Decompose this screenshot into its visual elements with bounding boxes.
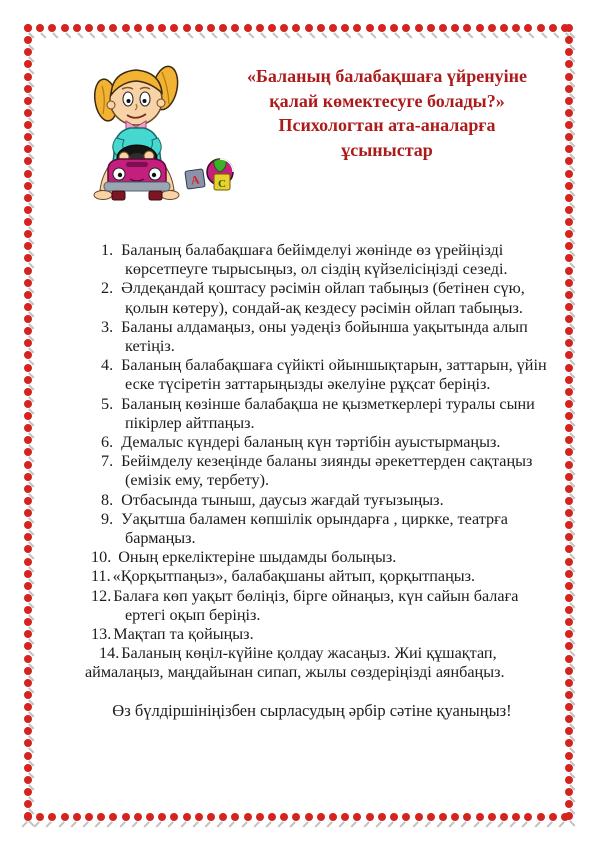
- border-dot: [134, 24, 142, 32]
- recommendations-list: [85, 241, 547, 683]
- border-dot: [24, 618, 32, 626]
- border-dot: [24, 376, 32, 384]
- border-dot: [24, 788, 32, 796]
- item-number: 11.: [91, 567, 111, 586]
- item-number: 2.: [101, 279, 114, 298]
- border-dot: [402, 24, 410, 32]
- border-dot: [183, 813, 191, 821]
- item-number: 6.: [101, 433, 114, 452]
- border-dot: [353, 24, 361, 32]
- border-dot: [341, 24, 349, 32]
- border-dot: [183, 24, 191, 32]
- border-dot: [329, 813, 337, 821]
- border-dot: [415, 813, 423, 821]
- border-dot: [24, 570, 32, 578]
- border-dot: [219, 24, 227, 32]
- border-dot: [24, 424, 32, 432]
- list-item: [85, 567, 547, 586]
- border-dot: [366, 24, 374, 32]
- border-dot: [24, 606, 32, 614]
- border-dot: [565, 291, 573, 299]
- list-item: [85, 356, 547, 394]
- border-dot: [97, 813, 105, 821]
- border-dot: [565, 752, 573, 760]
- border-dot: [565, 85, 573, 93]
- list-item: [85, 587, 547, 625]
- border-dot: [158, 24, 166, 32]
- border-dot: [366, 813, 374, 821]
- border-dot: [565, 339, 573, 347]
- border-dot: [146, 24, 154, 32]
- border-dot: [207, 24, 215, 32]
- border-dot: [565, 533, 573, 541]
- border-dot: [24, 558, 32, 566]
- list-item: [85, 318, 547, 356]
- border-dot: [565, 194, 573, 202]
- border-dot: [565, 182, 573, 190]
- item-text: «Қорқытпаңыз», балабақшаны айтып, қорқытпаңыз.: [112, 567, 476, 586]
- border-dot: [317, 813, 325, 821]
- border-dot: [268, 813, 276, 821]
- border-dot: [565, 594, 573, 602]
- item-text: Бейімделу кезеңінде баланы зиянды әрекеттерден сақтаңыз (емізік ему, тербету).: [121, 452, 533, 490]
- border-dot: [61, 24, 69, 32]
- border-dot: [85, 24, 93, 32]
- border-dot: [24, 800, 32, 808]
- border-dot: [24, 48, 32, 56]
- border-dot: [565, 376, 573, 384]
- list-item: [85, 491, 547, 510]
- border-dot: [565, 254, 573, 262]
- border-dot: [565, 679, 573, 687]
- border-dot: [565, 242, 573, 250]
- border-dot: [565, 315, 573, 323]
- border-dot: [565, 800, 573, 808]
- border-dot: [500, 24, 508, 32]
- border-dot: [565, 448, 573, 456]
- item-text: Баланың балабақшаға сүйікті ойыншықтарын, заттарын, үйін еске түсіретін заттарыңызды әкелуіне рұқсат беріңіз.: [121, 356, 547, 394]
- border-dot: [427, 24, 435, 32]
- border-dot: [524, 813, 532, 821]
- border-dot: [24, 327, 32, 335]
- border-dot: [463, 813, 471, 821]
- border-dot: [378, 813, 386, 821]
- border-dot: [24, 133, 32, 141]
- item-text: Баланың көңіл-күйіне қолдау жасаңыз. Жиі құшақтап, аймалаңыз, маңдайынан сипап, жылы сөздеріңізді аянбаңыз.: [85, 644, 505, 682]
- border-dot: [61, 813, 69, 821]
- closing-note: Өз бүлдіршініңізбен сырласудың әрбір сәтіне қуаныңыз!: [112, 701, 512, 720]
- item-number: 3.: [101, 317, 114, 336]
- border-dot: [549, 813, 557, 821]
- dot-border-top: [24, 24, 569, 32]
- border-dot: [565, 776, 573, 784]
- item-number: 8.: [101, 490, 114, 509]
- border-dot: [24, 24, 32, 32]
- border-dot: [565, 230, 573, 238]
- border-dot: [24, 170, 32, 178]
- border-dot: [565, 812, 573, 820]
- border-dot: [48, 813, 56, 821]
- border-dot: [195, 24, 203, 32]
- border-dot: [24, 121, 32, 129]
- border-dot: [353, 813, 361, 821]
- border-dot: [565, 73, 573, 81]
- item-text: Уақытша баламен көпшілік орындарға , циркке, театрға бармаңыз.: [121, 509, 508, 548]
- border-dot: [24, 97, 32, 105]
- border-dot: [24, 812, 32, 820]
- border-dot: [390, 813, 398, 821]
- border-dot: [305, 24, 313, 32]
- border-dot: [24, 521, 32, 529]
- list-item: [85, 510, 547, 548]
- border-dot: [565, 570, 573, 578]
- border-dot: [524, 24, 532, 32]
- title-line-4: ұсыныстар: [341, 139, 433, 160]
- border-dot: [565, 727, 573, 735]
- border-dot: [565, 48, 573, 56]
- border-dot: [565, 739, 573, 747]
- item-number: 5.: [101, 394, 114, 413]
- list-item: [85, 548, 547, 567]
- border-dot: [24, 691, 32, 699]
- list-item: [85, 625, 547, 644]
- border-dot: [24, 254, 32, 262]
- border-dot: [292, 813, 300, 821]
- border-dot: [565, 606, 573, 614]
- border-dot: [565, 521, 573, 529]
- border-dot: [378, 24, 386, 32]
- item-text: Демалыс күндері баланың күн тәртібін ауыстырмаңыз.: [121, 433, 501, 452]
- list-item: [85, 433, 547, 452]
- toy-block-c: [214, 174, 230, 190]
- border-dot: [24, 85, 32, 93]
- border-dot: [73, 813, 81, 821]
- border-dot: [565, 618, 573, 626]
- border-dot: [24, 630, 32, 638]
- border-dot: [565, 60, 573, 68]
- title-line-2: қалай көмектесуге болады?»: [269, 90, 505, 111]
- item-number: 13.: [91, 625, 112, 644]
- border-dot: [476, 24, 484, 32]
- border-dot: [565, 206, 573, 214]
- item-number: 1.: [101, 241, 114, 259]
- item-text: Баланың көзінше балабақша не қызметкерлері туралы сыни пікірлер айтпаңыз.: [121, 394, 535, 432]
- border-dot: [341, 813, 349, 821]
- border-dot: [565, 788, 573, 796]
- border-dot: [488, 813, 496, 821]
- border-dot: [24, 752, 32, 760]
- border-dot: [24, 339, 32, 347]
- border-dot: [305, 813, 313, 821]
- border-dot: [48, 24, 56, 32]
- dot-border-left: [24, 24, 32, 821]
- border-dot: [390, 24, 398, 32]
- border-dot: [122, 813, 130, 821]
- border-dot: [268, 24, 276, 32]
- border-dot: [565, 691, 573, 699]
- border-dot: [24, 473, 32, 481]
- border-dot: [565, 630, 573, 638]
- border-dot: [24, 303, 32, 311]
- border-dot: [24, 279, 32, 287]
- item-text: Әлдеқандай қоштасу рәсімін ойлап табыңыз (бетінен сүю, қолын көтеру), сондай-ақ кездесу рәсімін ойлап табыңыз.: [121, 279, 525, 317]
- border-dot: [195, 813, 203, 821]
- border-dot: [24, 461, 32, 469]
- border-dot: [292, 24, 300, 32]
- border-dot: [415, 24, 423, 32]
- border-dot: [170, 24, 178, 32]
- border-dot: [537, 813, 545, 821]
- border-dot: [24, 679, 32, 687]
- border-dot: [565, 170, 573, 178]
- border-dot: [476, 813, 484, 821]
- item-text: Отбасында тыныш, даусыз жағдай туғызыңыз.: [121, 490, 444, 509]
- border-dot: [219, 813, 227, 821]
- border-dot: [317, 24, 325, 32]
- border-dot: [36, 813, 44, 821]
- border-dot: [439, 813, 447, 821]
- page-title: [222, 64, 552, 162]
- border-dot: [24, 218, 32, 226]
- border-dot: [24, 776, 32, 784]
- border-dot: [402, 813, 410, 821]
- border-dot: [24, 364, 32, 372]
- border-dot: [24, 545, 32, 553]
- border-dot: [24, 642, 32, 650]
- border-dot: [231, 813, 239, 821]
- border-dot: [463, 24, 471, 32]
- item-number: 14.: [99, 644, 120, 663]
- border-dot: [565, 218, 573, 226]
- border-dot: [256, 24, 264, 32]
- border-dot: [24, 206, 32, 214]
- border-dot: [280, 24, 288, 32]
- border-dot: [537, 24, 545, 32]
- item-text: Баланың балабақшаға бейімделуі жөнінде өз үрейіңізді көрсетпеуге тырысыңыз, ол сіздің күйзелісіңізді сезеді.: [121, 241, 508, 279]
- border-dot: [24, 182, 32, 190]
- border-dot: [565, 279, 573, 287]
- item-number: 9.: [101, 509, 114, 528]
- item-text: Балаға көп уақыт бөліңіз, бірге ойнаңыз, күн сайын балаға ертегі оқып беріңіз.: [113, 586, 519, 624]
- border-dot: [565, 703, 573, 711]
- list-item: [85, 452, 547, 490]
- border-dot: [24, 109, 32, 117]
- border-dot: [24, 145, 32, 153]
- list-item: [85, 279, 547, 317]
- border-dot: [565, 351, 573, 359]
- border-dot: [565, 509, 573, 517]
- border-dot: [512, 813, 520, 821]
- border-dot: [85, 813, 93, 821]
- border-dot: [24, 509, 32, 517]
- border-dot: [244, 24, 252, 32]
- border-dot: [565, 364, 573, 372]
- border-dot: [24, 497, 32, 505]
- border-dot: [565, 497, 573, 505]
- border-dot: [451, 24, 459, 32]
- item-text: Оның еркеліктеріне шыдамды болыңыз.: [118, 548, 397, 567]
- border-dot: [427, 813, 435, 821]
- border-dot: [73, 24, 81, 32]
- border-dot: [565, 267, 573, 275]
- item-text: Баланы алдамаңыз, оны уәдеңіз бойынша уақытында алып кетіңіз.: [121, 317, 528, 356]
- border-dot: [24, 157, 32, 165]
- item-number: 4.: [101, 356, 114, 375]
- border-dot: [565, 642, 573, 650]
- border-dot: [488, 24, 496, 32]
- border-dot: [565, 412, 573, 420]
- list-item: [85, 395, 547, 433]
- border-dot: [565, 133, 573, 141]
- border-dot: [24, 412, 32, 420]
- border-dot: [329, 24, 337, 32]
- dot-border-bottom: [24, 813, 569, 821]
- border-dot: [565, 655, 573, 663]
- border-dot: [500, 813, 508, 821]
- border-dot: [565, 545, 573, 553]
- border-dot: [24, 448, 32, 456]
- border-dot: [565, 388, 573, 396]
- block-letter-c: С: [218, 178, 226, 190]
- border-dot: [512, 24, 520, 32]
- border-dot: [24, 582, 32, 590]
- border-dot: [146, 813, 154, 821]
- border-dot: [24, 267, 32, 275]
- border-dot: [565, 436, 573, 444]
- border-dot: [24, 36, 32, 44]
- border-dot: [565, 558, 573, 566]
- border-dot: [24, 739, 32, 747]
- border-dot: [109, 24, 117, 32]
- border-dot: [24, 351, 32, 359]
- border-dot: [565, 109, 573, 117]
- border-dot: [565, 24, 573, 32]
- border-dot: [256, 813, 264, 821]
- item-number: 12.: [91, 586, 112, 605]
- border-dot: [565, 582, 573, 590]
- border-dot: [565, 157, 573, 165]
- item-number: 7.: [101, 452, 114, 471]
- border-dot: [24, 73, 32, 81]
- border-dot: [565, 461, 573, 469]
- border-dot: [244, 813, 252, 821]
- list-item: [85, 644, 547, 682]
- border-dot: [565, 97, 573, 105]
- border-dot: [24, 242, 32, 250]
- border-dot: [24, 194, 32, 202]
- border-dot: [439, 24, 447, 32]
- border-dot: [231, 24, 239, 32]
- border-dot: [97, 24, 105, 32]
- border-dot: [565, 667, 573, 675]
- border-dot: [24, 436, 32, 444]
- border-dot: [24, 727, 32, 735]
- border-dot: [565, 327, 573, 335]
- title-line-1: «Баланың балабақшаға үйренуіне: [246, 66, 528, 86]
- border-dot: [24, 230, 32, 238]
- border-dot: [134, 813, 142, 821]
- dot-border-right: [565, 24, 573, 821]
- toy-block-a: [185, 169, 205, 189]
- item-number: 10.: [91, 548, 112, 567]
- border-dot: [24, 703, 32, 711]
- border-dot: [170, 813, 178, 821]
- border-dot: [565, 121, 573, 129]
- border-dot: [565, 473, 573, 481]
- list-item: [85, 241, 547, 279]
- border-dot: [207, 813, 215, 821]
- border-dot: [36, 24, 44, 32]
- border-dot: [24, 533, 32, 541]
- border-dot: [24, 60, 32, 68]
- border-dot: [565, 303, 573, 311]
- border-dot: [24, 764, 32, 772]
- border-dot: [280, 813, 288, 821]
- border-dot: [24, 715, 32, 723]
- border-dot: [565, 36, 573, 44]
- border-dot: [24, 315, 32, 323]
- border-dot: [565, 424, 573, 432]
- border-dot: [24, 667, 32, 675]
- item-text: Мақтап та қойыңыз.: [113, 625, 254, 644]
- border-dot: [24, 291, 32, 299]
- border-dot: [565, 485, 573, 493]
- border-dot: [24, 388, 32, 396]
- block-letter-a: А: [189, 172, 201, 188]
- border-dot: [549, 24, 557, 32]
- border-dot: [24, 594, 32, 602]
- border-dot: [24, 485, 32, 493]
- border-dot: [565, 764, 573, 772]
- border-dot: [565, 715, 573, 723]
- title-line-3: Психологтан ата-аналарға: [278, 115, 496, 135]
- border-dot: [565, 145, 573, 153]
- border-dot: [451, 813, 459, 821]
- border-dot: [24, 400, 32, 408]
- border-dot: [122, 24, 130, 32]
- border-dot: [24, 655, 32, 663]
- border-dot: [109, 813, 117, 821]
- border-dot: [565, 400, 573, 408]
- border-dot: [158, 813, 166, 821]
